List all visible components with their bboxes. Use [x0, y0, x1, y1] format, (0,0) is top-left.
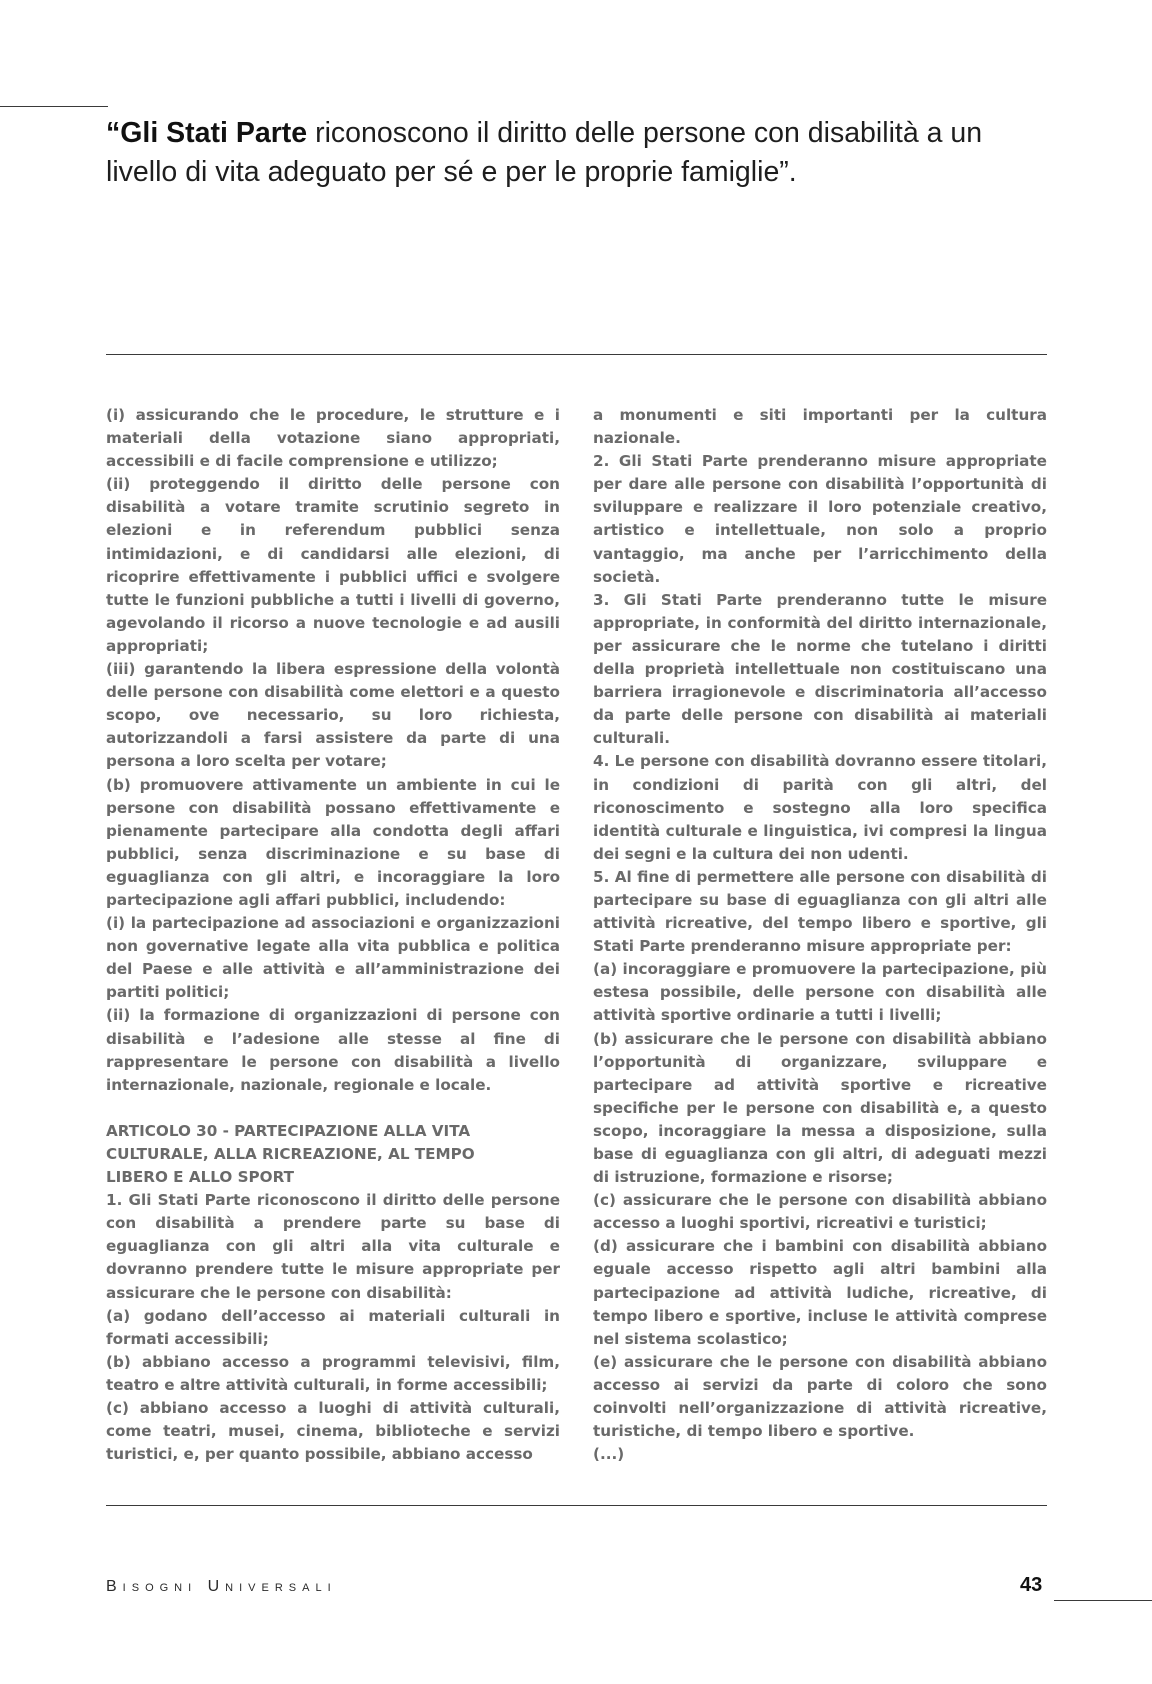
paragraph: (iii) garantendo la libera espressione della volontà delle persone con disabilità come elettori e a questo scopo, ove necessario, su loro richiesta, autorizzandoli a farsi assistere da parte di una persona a loro scelta per votare;: [106, 660, 560, 771]
paragraph: (e) assicurare che le persone con disabilità abbiano accesso ai servizi da parte di coloro che sono coinvolti nell’organizzazione di attività ricreative, turistiche, di tempo libero e sportive.: [593, 1352, 1047, 1441]
ellipsis: (...): [593, 1445, 625, 1464]
article-heading-line: ARTICOLO 30 - PARTECIPAZIONE ALLA VITA: [106, 1121, 471, 1140]
paragraph: (ii) proteggendo il diritto delle persone con disabilità a votare tramite scrutinio segreto in elezioni e in referendum pubblici senza intimidazioni, e di candidarsi alle elezioni, di ricoprire effettivamente i pubblici uffici e svolgere tutte le funzioni pubbliche a tutti i livelli di governo, agevolando il ricorso a nuove tecnologie e ad ausili appropriati;: [106, 475, 560, 655]
top-left-rule: [0, 106, 108, 107]
pull-quote: [106, 114, 1046, 192]
paragraph: 2. Gli Stati Parte prenderanno misure appropriate per dare alle persone con disabilità l’opportunità di sviluppare e realizzare il loro potenziale creativo, artistico e intellettuale, non solo a proprio vantaggio, ma anche per l’arricchimento della società.: [593, 452, 1047, 586]
left-column: [106, 404, 560, 1466]
lower-divider: [106, 1505, 1047, 1506]
page-number: 43: [1020, 1574, 1043, 1596]
right-column: [593, 404, 1047, 1466]
paragraph: (c) abbiano accesso a luoghi di attività culturali, come teatri, musei, cinema, biblioteche e servizi turistici, e, per quanto possibile, abbiano accesso: [106, 1399, 560, 1464]
paragraph: (i) assicurando che le procedure, le strutture e i materiali della votazione siano appropriati, accessibili e di facile comprensione e utilizzo;: [106, 406, 560, 471]
bottom-right-rule: [1054, 1600, 1152, 1601]
paragraph: (a) incoraggiare e promuovere la partecipazione, più estesa possibile, delle persone con disabilità alle attività sportive ordinarie a tutti i livelli;: [593, 960, 1047, 1025]
paragraph: a monumenti e siti importanti per la cultura nazionale.: [593, 406, 1047, 448]
article-heading-line: LIBERO E ALLO SPORT: [106, 1168, 294, 1187]
paragraph: (b) promuovere attivamente un ambiente in cui le persone con disabilità possano effettivamente e pienamente partecipare alla condotta degli affari pubblici, senza discriminazione e su base di eguaglianza con gli altri, e incoraggiare la loro partecipazione agli affari pubblici, includendo:: [106, 775, 560, 909]
paragraph: (a) godano dell’accesso ai materiali culturali in formati accessibili;: [106, 1306, 560, 1348]
paragraph: 3. Gli Stati Parte prenderanno tutte le misure appropriate, in conformità del diritto internazionale, per assicurare che le norme che tutelano i diritti della proprietà intellettuale non costituiscano una barriera irragionevole e discriminatoria all’accesso da parte delle persone con disabilità ai materiali culturali.: [593, 590, 1047, 748]
paragraph: 1. Gli Stati Parte riconoscono il diritto delle persone con disabilità a prendere parte su base di eguaglianza con gli altri alla vita culturale e dovranno prendere tutte le misure appropriate per assicurare che le persone con disabilità:: [106, 1191, 560, 1302]
paragraph: (i) la partecipazione ad associazioni e organizzazioni non governative legate alla vita pubblica e politica del Paese e alle attività e all’amministrazione dei partiti politici;: [106, 914, 560, 1002]
paragraph: (d) assicurare che i bambini con disabilità abbiano eguale accesso rispetto agli altri bambini alla partecipazione ad attività ludiche, ricreative, di tempo libero e sportive, incluse le attività comprese nel sistema scolastico;: [593, 1237, 1047, 1348]
footer-brand: Bisogni Universali: [106, 1578, 337, 1595]
pull-quote-text: riconoscono il diritto delle persone con disabilità a un livello di vita adeguato per sé e per le proprie famiglie”.: [106, 117, 983, 188]
pull-quote-lead: “Gli Stati Parte: [106, 117, 308, 149]
article-heading-line: CULTURALE, ALLA RICREAZIONE, AL TEMPO: [106, 1145, 475, 1163]
paragraph: (c) assicurare che le persone con disabilità abbiano accesso a luoghi sportivi, ricreativi e turistici;: [593, 1191, 1047, 1233]
paragraph: (b) abbiano accesso a programmi televisivi, film, teatro e altre attività culturali, in forme accessibili;: [106, 1352, 560, 1394]
paragraph: 5. Al fine di permettere alle persone con disabilità di partecipare su base di eguaglianza con gli altri alle attività ricreative, del tempo libero e sportive, gli Stati Parte prenderanno misure appropriate per:: [593, 867, 1047, 956]
paragraph: (ii) la formazione di organizzazioni di persone con disabilità e l’adesione alle stesse al fine di rappresentare le persone con disabilità a livello internazionale, nazionale, regionale e locale.: [106, 1006, 560, 1094]
paragraph: 4. Le persone con disabilità dovranno essere titolari, in condizioni di parità con gli altri, del riconoscimento e sostegno alla loro specifica identità culturale e linguistica, ivi compresi la lingua dei segni e la cultura dei non udenti.: [593, 752, 1047, 863]
paragraph-gap: [106, 1097, 560, 1120]
paragraph: (b) assicurare che le persone con disabilità abbiano l’opportunità di organizzare, sviluppare e partecipare ad attività sportive e ricreative specifiche per le persone con disabilità e, a questo scopo, incoraggiare la messa a disposizione, sulla base di eguaglianza con gli altri, di adeguati mezzi di istruzione, formazione e risorse;: [593, 1029, 1047, 1187]
upper-divider: [106, 354, 1047, 355]
